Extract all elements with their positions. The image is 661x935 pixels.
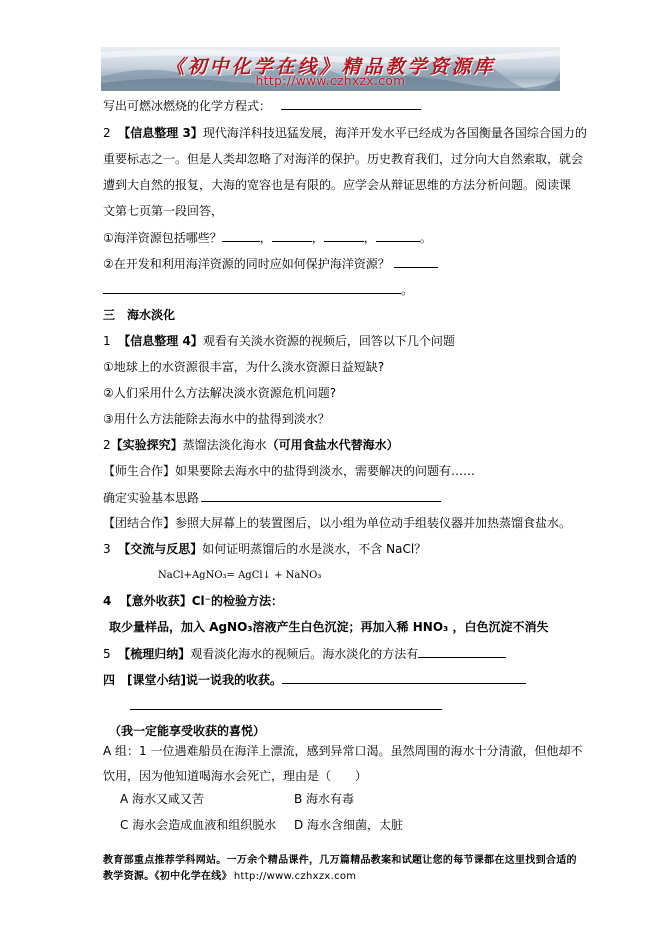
chloride-test-method: 取少量样品，加入 AgNO₃溶液产生白色沉淀；再加入稀 HNO₃ ，白色沉淀不消失 (109, 620, 549, 634)
info-3-tag: 【信息整理 3】 (118, 126, 203, 140)
header-banner (101, 47, 560, 91)
item-number: 2 (103, 126, 111, 140)
banner-title: 《初中化学在线》精品教学资源库 (165, 56, 496, 78)
question-line: ①地球上的水资源很丰富，为什么淡水资源日益短缺? (103, 360, 385, 374)
experiment-idea-line: 确定实验基本思路 (103, 489, 441, 506)
answer-blank (130, 697, 442, 710)
answer-blank (282, 671, 526, 684)
paragraph-line: 重要标志之一。但是人类却忽略了对海洋的保护。历史教育我们，过分向大自然索取，就会 (103, 152, 584, 166)
section-3-heading: 三 海水淡化 (103, 308, 176, 322)
protect-resources-question (103, 255, 438, 272)
answer-blank (222, 229, 260, 242)
paragraph-line: 文第七页第一段回答， (103, 204, 224, 218)
option-b: B 海水有毒 (294, 792, 355, 806)
info-3-text: 现代海洋科技迅猛发展，海洋开发水平已经成为各国衡量各国综合国力的 (202, 126, 587, 140)
info-4-line: 1 【信息整理 4】观看有关淡水资源的视频后，回答以下几个问题 (103, 334, 455, 348)
banner-url: http://www.czhxzx.com (255, 74, 406, 88)
info-3-line (103, 125, 587, 141)
footer-line-1: 教育部重点推荐学科网站。一万余个精品课件，几万篇精品教案和试题让您的每节课都在这里找到合适的 (103, 855, 577, 866)
answer-line (130, 697, 442, 714)
option-a: A 海水又咸又苦 (120, 792, 205, 806)
paragraph-line: 【师生合作】如果要除去海水中的盐得到淡水，需要解决的问题有…… (103, 464, 476, 478)
answer-blank (376, 229, 420, 242)
answer-blank (418, 645, 506, 658)
info-4-tag: 【信息整理 4】 (118, 334, 203, 348)
answer-line: 。 (103, 281, 413, 298)
experiment-tag: 【实验探究】 (110, 438, 183, 452)
answer-blank (394, 255, 438, 268)
summary-tag: 【梳理归纳】 (118, 647, 191, 661)
question-a1-line: A 组：1 一位遇难船员在海洋上漂流，感到异常口渴。虽然周围的海水十分清澈，但他却不 (103, 744, 583, 758)
answer-blank (272, 229, 312, 242)
combustible-ice-equation-line (103, 97, 421, 114)
reflection-line: 3 【交流与反思】如何证明蒸馏后的水是淡水，不含 NaCl？ (103, 542, 427, 556)
question-text: ①海洋资源包括哪些？ (103, 231, 222, 245)
question-line: ③用什么方法能除去海水中的盐得到淡水？ (103, 412, 330, 426)
reflection-tag: 【交流与反思】 (118, 542, 203, 556)
chloride-test-heading: 4 【意外收获】Cl⁻的检验方法： (103, 594, 283, 608)
paragraph-line: 遭到大自然的报复，大海的宽容也是有限的。应学会从辩证思维的方法分析问题。阅读课 (103, 178, 572, 192)
question-text: ②在开发和利用海洋资源的同时应如何保护海洋资源？ (103, 257, 390, 271)
footer-url[interactable]: http://www.czhxzx.com (233, 871, 357, 882)
footer-line-2: 教学资源。《初中化学在线》 http://www.czhxzx.com (103, 871, 357, 882)
question-a1-line-2: 饮用，因为他知道喝海水会死亡，理由是（ ） (103, 769, 368, 783)
motto-line: （我一定能享受收获的喜悦） (109, 724, 266, 738)
option-c: C 海水会造成血液和组织脱水 (120, 818, 277, 832)
question-line: ②人们采用什么方法解决淡水资源危机问题? (103, 386, 337, 400)
answer-blank (103, 281, 401, 294)
equation-prompt: 写出可燃冰燃烧的化学方程式： (103, 99, 272, 113)
experiment-line: 2【实验探究】蒸馏法淡化海水（可用食盐水代替海水） (103, 438, 399, 452)
ocean-resources-question: ①海洋资源包括哪些？ ， ， ， 。 (103, 231, 432, 245)
summary-line: 5 【梳理归纳】观看淡化海水的视频后。海水淡化的方法有 (103, 645, 506, 662)
option-d: D 海水含细菌，太脏 (294, 818, 404, 832)
answer-blank (281, 97, 421, 110)
section-4-heading: 四 [课堂小结]说一说我的收获。 (103, 671, 526, 688)
chemical-formula: NaCl+AgNO₃= AgCl↓ + NaNO₃ (158, 570, 322, 581)
paragraph-line: 【团结合作】参照大屏幕上的装置图后，以小组为单位动手组装仪器并加热蒸馏食盐水。 (103, 516, 572, 530)
answer-blank (201, 489, 441, 502)
answer-blank (324, 229, 364, 242)
